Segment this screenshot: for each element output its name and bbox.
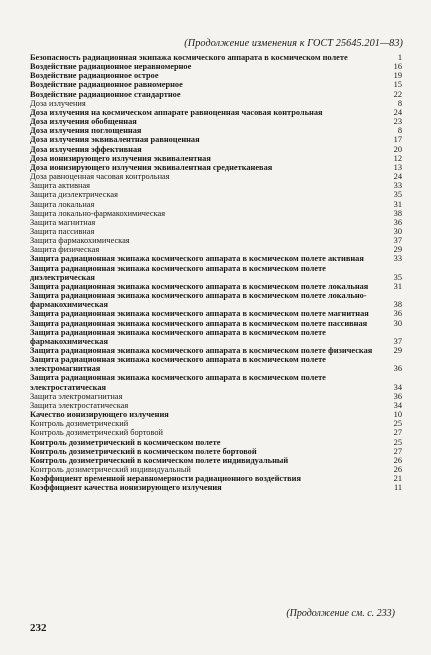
index-page-ref: 8	[397, 98, 402, 108]
index-entry	[30, 126, 402, 135]
index-page-ref: 8	[397, 126, 402, 136]
index-page-ref: 38	[393, 208, 402, 218]
index-term: Коэффициент временной неравномерности радиационного воздействия	[30, 474, 302, 484]
index-entry	[30, 80, 402, 89]
index-term: Безопасность радиационная экипажа космического аппарата в космическом полете	[30, 53, 348, 62]
index-page-ref: 13	[393, 162, 402, 172]
index-page-ref: 27	[393, 446, 402, 456]
index-entry	[30, 99, 402, 108]
index-entry	[30, 163, 402, 172]
index-page-ref: 25	[393, 437, 402, 447]
index-page-ref: 20	[393, 144, 402, 154]
index-entry	[30, 291, 402, 309]
index-term: Доза излучения поглощенная	[30, 126, 142, 136]
index-entry	[30, 309, 402, 318]
index-entry	[30, 190, 402, 199]
continuation-header: (Продолжение изменения к ГОСТ 25645.201—83)	[184, 38, 403, 49]
index-term: Защита активная	[30, 181, 91, 191]
index-term: Защита магнитная	[30, 217, 96, 227]
index-entry	[30, 90, 402, 99]
index-page-ref: 38	[393, 300, 402, 310]
index-entry	[30, 108, 402, 117]
index-page-ref: 36	[393, 309, 402, 319]
index-page-ref: 35	[393, 190, 402, 200]
index-entry	[30, 181, 402, 190]
index-term: Воздействие радиационное неравномерное	[30, 62, 192, 72]
index-term: Доза равноценная часовая контрольная	[30, 172, 170, 182]
index-term: Защита электростатическая	[30, 400, 129, 410]
index-term: Защита локально-фармакохимическая	[30, 208, 166, 218]
index-page-ref: 29	[393, 245, 402, 255]
index-page-ref: 36	[393, 364, 402, 374]
index-page-ref: 35	[393, 272, 402, 282]
index-page-ref: 31	[393, 281, 402, 291]
index-page-ref: 17	[393, 135, 402, 145]
index-page-ref: 11	[393, 483, 402, 493]
index-entry	[30, 474, 402, 483]
index-entry	[30, 62, 402, 71]
index-page-ref: 36	[393, 391, 402, 401]
index-term: Контроль дозиметрический в космическом полете бортовой	[30, 446, 257, 456]
index-entry	[30, 355, 402, 373]
index-term: Защита радиационная экипажа космического аппарата в космическом полете диэлектрическая	[30, 263, 326, 282]
index-page-ref: 34	[393, 382, 402, 392]
index-entry	[30, 254, 402, 263]
index-entry	[30, 200, 402, 209]
index-term: Доза излучения эквивалентная равноценная	[30, 135, 200, 145]
index-entry	[30, 236, 402, 245]
index-page-ref: 30	[393, 226, 402, 236]
index-page-ref: 25	[393, 419, 402, 429]
index-entry	[30, 419, 402, 428]
index-page-ref: 37	[393, 236, 402, 246]
index-term: Защита радиационная экипажа космического аппарата в космическом полете активная	[30, 254, 364, 264]
index-entry	[30, 172, 402, 181]
index-term: Контроль дозиметрический в космическом полете индивидуальный	[30, 455, 289, 465]
index-entry	[30, 447, 402, 456]
index-term: Защита электромагнитная	[30, 391, 123, 401]
index-page-ref: 22	[393, 89, 402, 99]
index-term: Защита радиационная экипажа космического аппарата в космическом полете локально-фармакохимическая	[30, 291, 367, 310]
index-entry	[30, 218, 402, 227]
index-page-ref: 33	[393, 254, 402, 264]
index-term: Защита радиационная экипажа космического аппарата в космическом полете фармакохимическая	[30, 327, 326, 346]
index-page-ref: 23	[393, 117, 402, 127]
index-page-ref: 15	[393, 80, 402, 90]
index-entry	[30, 154, 402, 163]
index-term: Защита радиационная экипажа космического аппарата в космическом полете физическая	[30, 346, 373, 355]
index-page-ref: 16	[393, 62, 402, 72]
index-entry	[30, 401, 402, 410]
index-entry	[30, 71, 402, 80]
index-page-ref: 1	[397, 53, 402, 62]
index-entry	[30, 410, 402, 419]
index-entry	[30, 346, 402, 355]
index-term: Доза излучения обобщенная	[30, 117, 137, 127]
index-entry	[30, 145, 402, 154]
index-entry	[30, 227, 402, 236]
index-page-ref: 36	[393, 217, 402, 227]
index-page-ref: 26	[393, 465, 402, 475]
index-term: Воздействие радиационное стандартное	[30, 89, 181, 99]
index-entry	[30, 135, 402, 144]
page-number: 232	[30, 622, 47, 634]
index-entry	[30, 373, 402, 391]
index-page-ref: 31	[393, 199, 402, 209]
index-entry	[30, 328, 402, 346]
index-page-ref: 34	[393, 400, 402, 410]
index-page-ref: 21	[393, 474, 402, 484]
index-term: Воздействие радиационное острое	[30, 71, 159, 81]
index-entry	[30, 483, 402, 492]
index-term: Доза ионизирующего излучения эквивалентная	[30, 153, 211, 163]
index-entry	[30, 209, 402, 218]
index-term: Защита фармакохимическая	[30, 236, 130, 246]
index-page-ref: 37	[393, 336, 402, 346]
index-entry	[30, 392, 402, 401]
index-page-ref: 10	[393, 410, 402, 420]
index-term: Защита локальная	[30, 199, 95, 209]
index-entry	[30, 245, 402, 254]
index-entry	[30, 53, 402, 62]
term-index-list	[30, 53, 402, 493]
index-entry	[30, 428, 402, 437]
continued-note: (Продолжение см. с. 233)	[286, 608, 395, 619]
index-term: Контроль дозиметрический индивидуальный	[30, 465, 191, 475]
index-page-ref: 12	[393, 153, 402, 163]
index-entry	[30, 282, 402, 291]
index-term: Доза ионизирующего излучения эквивалентная среднетканевая	[30, 162, 273, 172]
index-term: Защита радиационная экипажа космического аппарата в космическом полете электростатическая	[30, 373, 326, 392]
index-term: Доза излучения на космическом аппарате равноценная часовая контрольная	[30, 107, 323, 117]
index-entry	[30, 456, 402, 465]
index-term: Защита радиационная экипажа космического аппарата в космическом полете магнитная	[30, 309, 369, 319]
index-term: Доза излучения	[30, 98, 86, 108]
index-term: Защита пассивная	[30, 226, 95, 236]
index-page-ref: 30	[393, 318, 402, 328]
index-term: Качество ионизирующего излучения	[30, 410, 169, 420]
index-page-ref: 19	[393, 71, 402, 81]
index-term: Коэффициент качества ионизирующего излучения	[30, 483, 222, 493]
index-term: Защита радиационная экипажа космического аппарата в космическом полете локальная	[30, 281, 369, 291]
index-page-ref: 24	[393, 107, 402, 117]
index-page-ref: 33	[393, 181, 402, 191]
index-term: Воздействие радиационное равномерное	[30, 80, 183, 90]
index-page-ref: 24	[393, 172, 402, 182]
index-term: Защита диэлектрическая	[30, 190, 118, 200]
index-entry	[30, 319, 402, 328]
index-term: Контроль дозиметрический	[30, 419, 129, 429]
index-page-ref: 26	[393, 455, 402, 465]
index-page-ref: 27	[393, 428, 402, 438]
index-term: Защита физическая	[30, 245, 100, 255]
index-entry	[30, 465, 402, 474]
index-term: Защита радиационная экипажа космического аппарата в космическом полете пассивная	[30, 318, 368, 328]
index-page-ref: 29	[393, 346, 402, 355]
index-term: Доза излучения эффективная	[30, 144, 142, 154]
index-term: Защита радиационная экипажа космического аппарата в космическом полете электромагнитная	[30, 355, 326, 374]
index-entry	[30, 264, 402, 282]
index-entry	[30, 117, 402, 126]
index-entry	[30, 438, 402, 447]
index-term: Контроль дозиметрический бортовой	[30, 428, 163, 438]
index-term: Контроль дозиметрический в космическом полете	[30, 437, 221, 447]
